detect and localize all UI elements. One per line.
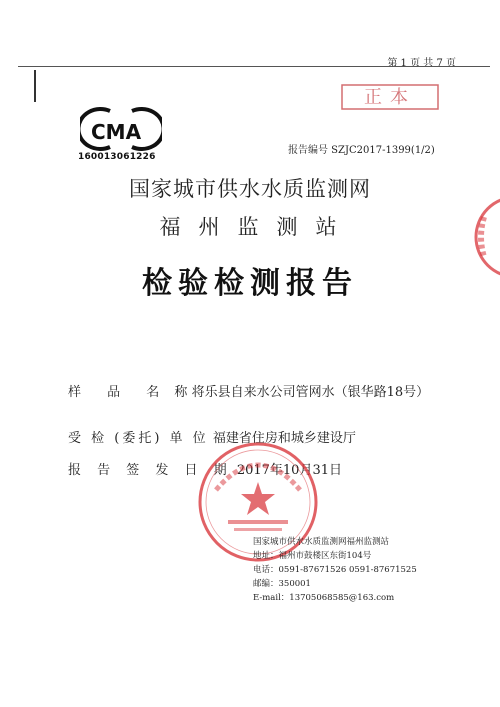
issue-date-label: 报 告 签 发 日 期 [68,463,233,478]
sample-name-label-tail: 称 [174,385,188,400]
binding-mark [34,70,36,102]
sample-name-value: 将乐县自来水公司管网水（银华路18号） [191,385,430,400]
organization-name: 国家城市供水水质监测网 [129,177,371,201]
contact-phone: 电话：0591-87671526 0591-87671525 [253,565,417,575]
contact-postcode: 邮编：350001 [253,579,311,589]
cma-logo [80,105,162,153]
partial-seal [474,192,500,282]
page-indicator: 第 1 页 共 7 页 [387,58,456,69]
issue-date-value: 2017年10月31日 [236,463,342,478]
original-stamp-text: 正本 [364,87,416,108]
contact-address: 地址：福州市鼓楼区东街104号 [253,551,372,561]
header-rule [18,66,490,67]
station-name: 福州监测站 [159,215,355,239]
contact-email: E-mail：13705068585@163.com [253,593,395,603]
sample-name-row [68,381,429,400]
document-title: 检验检测报告 [142,266,358,301]
cma-logo-text: CMA [91,120,142,144]
report-number: 报告编号 SZJC2017-1399(1/2) [288,145,435,156]
client-value: 福建省住房和城乡建设厅 [212,431,356,446]
client-label: 受 检 (委托) 单 位 [68,431,209,446]
sample-name-label: 样 品 名 [68,385,171,400]
contact-organization: 国家城市供水水质监测网福州监测站 [253,537,390,547]
cma-code: 160013061226 [78,152,156,162]
